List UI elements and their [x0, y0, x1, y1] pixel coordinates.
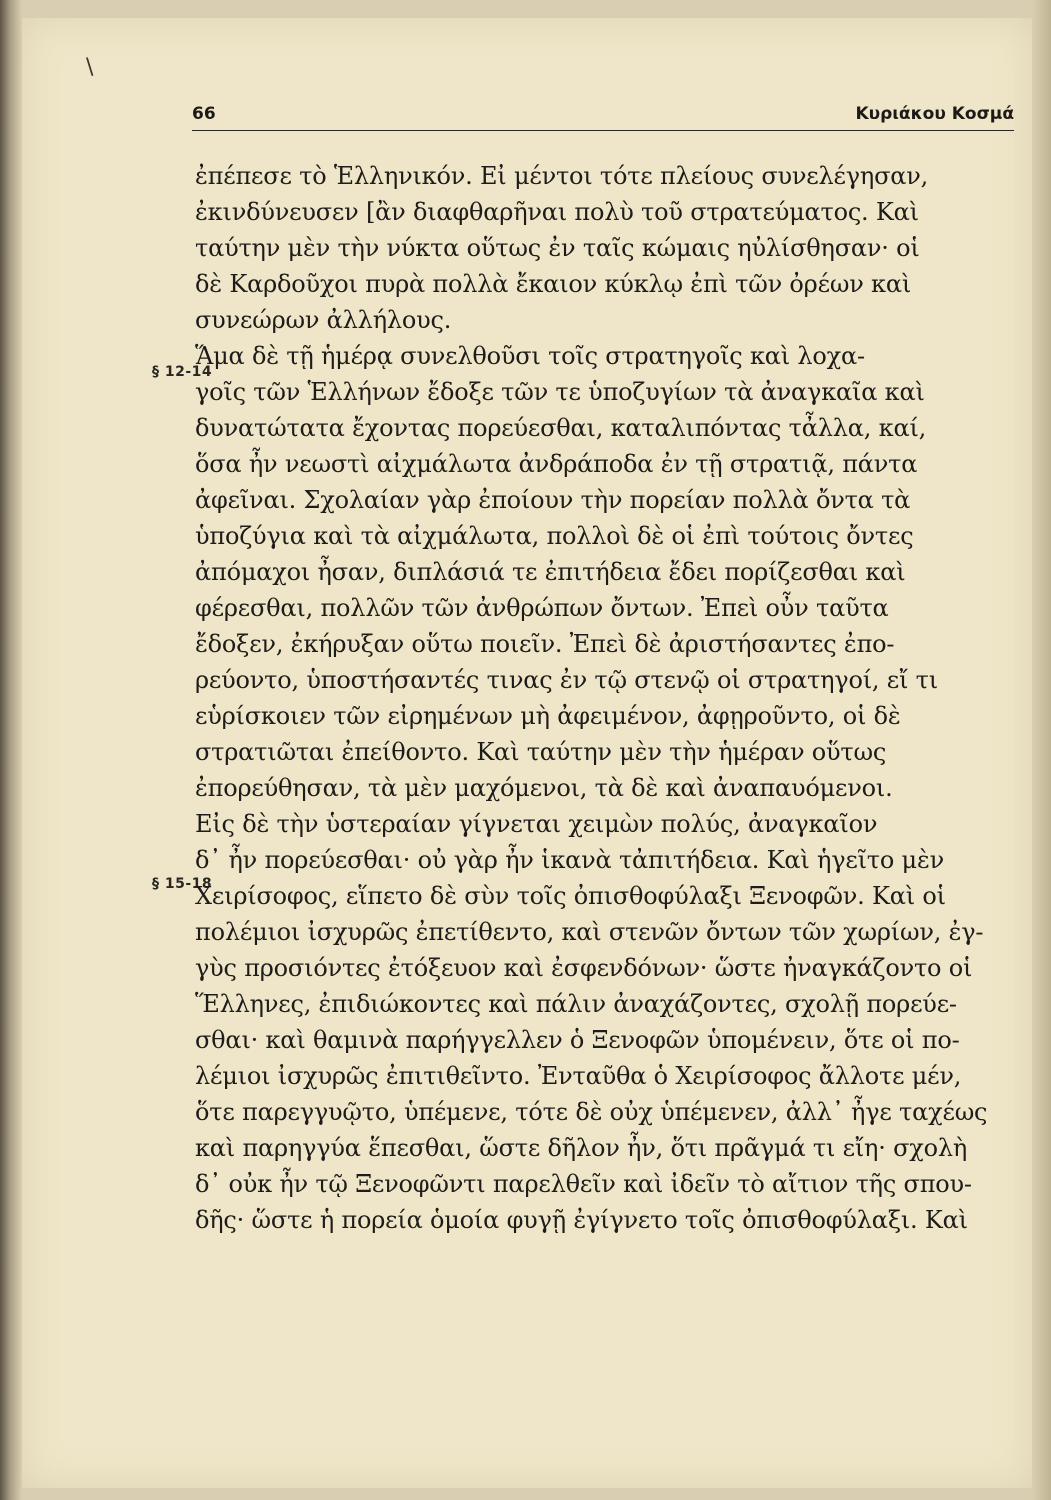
text-line: δυνατώτατα ἔχοντας πορεύεσθαι, καταλιπόντας τἆλλα, καί, [195, 414, 927, 442]
text-line: Εἰς δὲ τὴν ὑστεραίαν γίγνεται χειμὼν πολύς, ἀναγκαῖον [195, 810, 878, 838]
binding-shadow [0, 0, 22, 1500]
text-line: Χειρίσοφος, εἵπετο δὲ σὺν τοῖς ὀπισθοφύλαξι Ξενοφῶν. Καὶ οἱ [195, 882, 946, 910]
text-line: δὲ Καρδοῦχοι πυρὰ πολλὰ ἔκαιον κύκλῳ ἐπὶ τῶν ὀρέων καὶ [195, 270, 912, 298]
section-note-12-14: § 12-14 [152, 364, 213, 380]
text-line: πολέμιοι ἰσχυρῶς ἐπετίθεντο, καὶ στενῶν ὄντων τῶν χωρίων, ἐγ- [195, 918, 984, 946]
text-line: καὶ παρηγγύα ἕπεσθαι, ὥστε δῆλον ἦν, ὅτι πρᾶγμά τι εἴη· σχολὴ [195, 1134, 968, 1162]
text-line: Ἕλληνες, ἐπιδιώκοντες καὶ πάλιν ἀναχάζοντες, σχολῇ πορεύε- [195, 990, 957, 1018]
text-line: ρεύοντο, ὑποστήσαντές τινας ἐν τῷ στενῷ οἱ στρατηγοί, εἴ τι [195, 666, 938, 694]
text-line: ἐκινδύνευσεν [ἂν διαφθαρῆναι πολὺ τοῦ στρατεύματος. Καὶ [195, 198, 919, 226]
text-line: ὑποζύγια καὶ τὰ αἰχμάλωτα, πολλοὶ δὲ οἱ ἐπὶ τούτοις ὄντες [195, 522, 914, 550]
text-line: ἔδοξεν, ἐκήρυξαν οὕτω ποιεῖν. Ἐπεὶ δὲ ἀριστήσαντες ἐπο- [195, 630, 895, 658]
text-line: ὅσα ἦν νεωστὶ αἰχμάλωτα ἀνδράποδα ἐν τῇ στρατιᾷ, πάντα [195, 450, 918, 478]
text-line: γοῖς τῶν Ἑλλήνων ἔδοξε τῶν τε ὑποζυγίων τὰ ἀναγκαῖα καὶ [195, 378, 925, 406]
page-header [192, 104, 1014, 131]
page-number: 66 [192, 104, 216, 124]
text-line: φέρεσθαι, πολλῶν τῶν ἀνθρώπων ὄντων. Ἐπεὶ οὖν ταῦτα [195, 594, 889, 622]
text-line: ἀφεῖναι. Σχολαίαν γὰρ ἐποίουν τὴν πορείαν πολλὰ ὄντα τὰ [195, 486, 911, 514]
text-line: λέμιοι ἰσχυρῶς ἐπιτιθεῖντο. Ἐνταῦθα ὁ Χειρίσοφος ἄλλοτε μέν, [195, 1062, 962, 1090]
body-text [195, 158, 1015, 1238]
text-line: Ἅμα δὲ τῇ ἡμέρᾳ συνελθοῦσι τοῖς στρατηγοῖς καὶ λοχα- [195, 342, 865, 370]
text-line: δ᾽ οὐκ ἦν τῷ Ξενοφῶντι παρελθεῖν καὶ ἰδεῖν τὸ αἴτιον τῆς σπου- [195, 1170, 972, 1198]
text-line: σθαι· καὶ θαμινὰ παρήγγελλεν ὁ Ξενοφῶν ὑπομένειν, ὅτε οἱ πο- [195, 1026, 960, 1054]
section-note-15-18: § 15-18 [152, 876, 213, 892]
text-line: ταύτην μὲν τὴν νύκτα οὕτως ἐν ταῖς κώμαις ηὐλίσθησαν· οἱ [195, 234, 920, 262]
text-line: δ᾽ ἦν πορεύεσθαι· οὐ γὰρ ἦν ἱκανὰ τἀπιτήδεια. Καὶ ἡγεῖτο μὲν [195, 846, 945, 874]
text-line: συνεώρων ἀλλήλους. [195, 306, 452, 334]
text-line: ἀπόμαχοι ἦσαν, διπλάσιά τε ἐπιτήδεια ἔδει πορίζεσθαι καὶ [195, 558, 906, 586]
text-line: ἐπέπεσε τὸ Ἑλληνικόν. Εἰ μέντοι τότε πλείους συνελέγησαν, [195, 162, 929, 190]
page-edge [1032, 0, 1051, 1500]
text-line: στρατιῶται ἐπείθοντο. Καὶ ταύτην μὲν τὴν ἡμέραν οὕτως [195, 738, 887, 766]
text-line: εὑρίσκοιεν τῶν εἰρημένων μὴ ἀφειμένον, ἀφῃροῦντο, οἱ δὲ [195, 702, 901, 730]
pencil-mark: \ [86, 55, 94, 80]
text-line: δῆς· ὥστε ἡ πορεία ὁμοία φυγῇ ἐγίγνετο τοῖς ὀπισθοφύλαξι. Καὶ [195, 1206, 968, 1234]
text-line: ὅτε παρεγγυῷτο, ὑπέμενε, τότε δὲ οὐχ ὑπέμενεν, ἀλλ᾽ ἦγε ταχέως [195, 1098, 988, 1126]
text-line: γὺς προσιόντες ἐτόξευον καὶ ἐσφενδόνων· ὥστε ἠναγκάζοντο οἱ [195, 954, 973, 982]
text-line: ἐπορεύθησαν, τὰ μὲν μαχόμενοι, τὰ δὲ καὶ ἀναπαυόμενοι. [195, 774, 893, 802]
running-head: Κυριάκου Κοσμά [855, 104, 1014, 124]
